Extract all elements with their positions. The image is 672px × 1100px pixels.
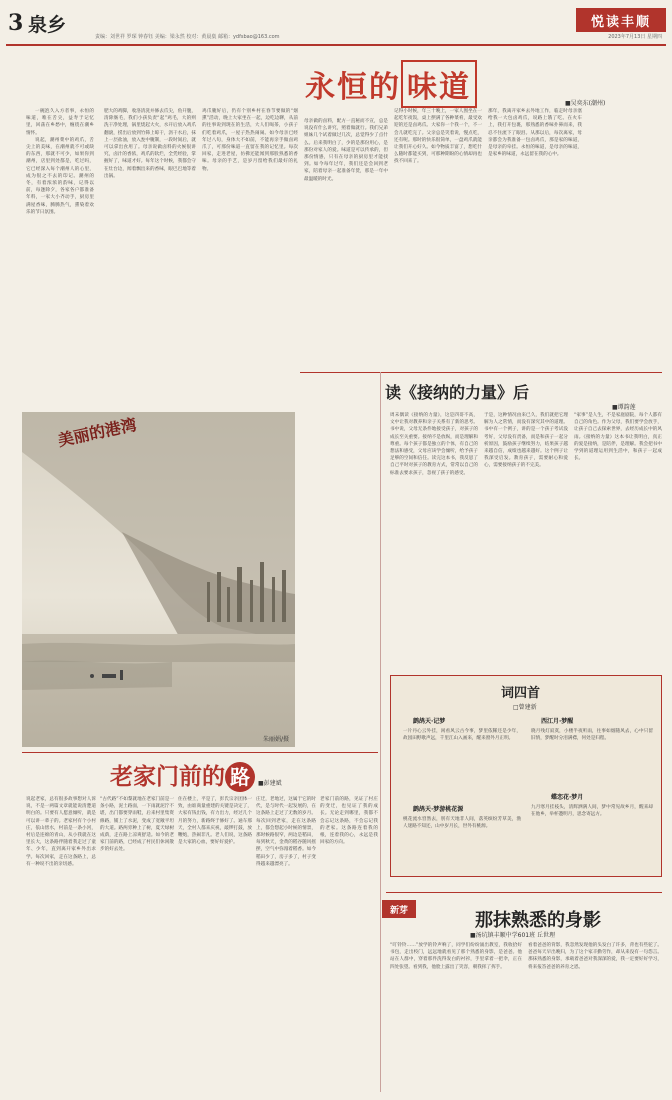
article2-author: ■彭建斌	[258, 780, 282, 787]
issue-date: 2023年7月13日 星期四	[608, 34, 662, 40]
poems-heading: 词四首	[501, 686, 541, 701]
article3-col1: 周末偶读《接纳的力量》，这是四哥不高，文中让我对教养和亲子关系有了新的思考。书中说，父母无条件地接受孩子，对孩子的成长至关重要。接纳不是放纵，而是理解和尊重。每个孩子都是独立的个体，有自己的想法和感受，父母应该学会倾听，给予孩子足够的空间和信任。读完这本书，我反思了自己平时对孩子的教育方式，常常以自己的标准去要求孩子，忽视了孩子的感受。	[390, 413, 478, 476]
article4-col2: 看着爸爸的背影，我忽然发现他的头发白了许多，背也有些驼了。爸爸每天早出晚归，为了这个家辛勤劳作，却从来没有一句怨言。那抹熟悉的身影，承载着爸爸对我深深的爱，我一定要好好学习，将来报答爸爸的养育之恩。	[528, 943, 662, 970]
divider-2	[380, 372, 381, 1092]
article1-col2: 肥大的鸡脚，收洛清洗并修去爪尖，鱼开腹，清除肠毛，我们小孩负责“起”鸡毛，大的则洗干净处理，锅里烧起大火，水开后放入鸡爪翻滚，捞出后放到竹筛上晾干，沥干水后，抹上一层盐油，放入瓮中腌制，一段时间后，就可以拿出食用了。母亲说做卤料的火候很讲究，卤汁的香浓，鸡爪的软烂，全凭经验，掌握好了，味道才好。每年这个时候，我都会守在灶台边，闻着飘出来的香味，眼巴巴地等着出锅。	[104, 109, 196, 179]
article2-col4: 庄迁，老地过，这属于它的时代，是与时代一起发展的，在这条路上走过了无数的岁月。每次回到老家，走在这条路上，都会想起小时候的情景，那时候路很窄，两边是稻田，每到秋天，金黄的稻谷随风摇摆，空气中弥漫着稻香。如今稻田少了，房子多了，村子变得越来越漂亮了。	[256, 797, 316, 867]
article1-col3: 鸡爪腌好后，仍有个别乡村在春节要做的“烟熏”活动，晚上大家坐在一起，边吃边聊，从前的往事说到现在的生活，大人们喝茶，小孩子们吃着鸡爪，一屋子热热闹闹。如今母亲已经年过八旬，身体大不如前，不能再亲手做卤鸡爪了，可那份味道一直留在我的记忆里。每次回家，走进老屋，仿佛还能闻到那股熟悉的香味。母亲的手艺，是岁月留给我们最好的礼物。	[202, 109, 298, 172]
section-tag: 新芽	[382, 900, 416, 918]
article2-title-b: 路	[225, 762, 255, 792]
header-rule	[6, 44, 666, 46]
poem1-text: 一片丹心云外挂，闲看风云古今事，梦里依稀还是少年，故园田野歌声远，千里江山入画来，醒来窗外月正明。	[403, 729, 521, 742]
harbor-photo-svg	[22, 412, 295, 747]
photo-credit: 朱丽娟/摄	[262, 736, 289, 743]
harbor-photo	[22, 412, 295, 747]
article1-title-b: 味道	[401, 60, 477, 108]
poems-box	[390, 675, 662, 877]
poem4-title: 蝶恋花·梦月	[551, 794, 584, 801]
article1-text-1: 说起，潮州菜中的鸡爪，舌尖上的美味，在潮州就不可或缺的东西，那就不可少，如果你到潮州，店里到处都是，吃过吗，它已经深入每个潮州人的心里，成为很之不去的印记。潮州的冬，有着浓浓的韵味，记得以前，每逢除夕，各家各户都准备年料，一家大小齐动手，厨房里满屋香味，腾腾热气，熏染着欢乐的节日氛围。	[26, 137, 94, 215]
poem2-title: 西江月·梦醒	[541, 718, 574, 725]
poems-author: □曾建新	[513, 704, 537, 711]
article3-author: ■谭韵莲	[612, 404, 636, 411]
article1-title	[305, 60, 477, 108]
poem1-title: 鹧鸪天·记梦	[413, 718, 446, 725]
article1-col1	[26, 108, 94, 304]
article2-col2: “古代路”不如黎就地在老家门前是一条小路，泥土路面，一下雨就泥泞不堪，出门都要穿雨鞋，后来村里集资修路，铺上了水泥，变成了宽敞平坦的大道。路两旁种上了树，夏天绿树成荫，走在路上凉爽舒适。如今的老家门前的路，已经成了村民们休闲散步的好去处。	[100, 797, 174, 853]
article3-title: 读《接纳的力量》后	[385, 383, 530, 402]
poem3-text: 桃花流水窅然去，别有天地非人间，落英缤纷芳草美，渔人迷路不知还，山中岁月长，世外有桃源。	[403, 817, 521, 830]
photo-title: 美丽的港湾	[56, 414, 139, 451]
article1-col4: 母亲做的卤料，配方一直秘而不宣，总是说没有什么讲究，照着做就行。我们兄弟姐妹几个试着做过几次，总觉得少了点什么。后来我明白了，少的是那份用心，是那份对家人的爱。味道是可以传承的，但那份情感，只有在母亲的厨房里才能找到。如今每年过年，我们还是会回到老家，陪着母亲一起准备年货，那是一年中最温暖的时光。	[304, 119, 388, 182]
divider-1	[300, 372, 662, 373]
section-name: 泉乡	[28, 14, 67, 36]
article4-author: ■汤坑镇丰顺中学601班 丘世理	[470, 932, 556, 939]
article1-title-a: 永恒的	[305, 70, 401, 105]
poem3-title: 鹧鸪天·梦游桃花源	[413, 806, 464, 813]
staff-info: 责编：刘世祥 罗琛 钟春钰 美编：梁永然 校对：黄晨燊 邮箱：ydfsbao@163.com	[95, 34, 280, 40]
article2-title-a: 老家门前的	[110, 763, 225, 790]
page-header	[0, 0, 672, 46]
divider-4	[386, 892, 662, 893]
article4-col1: “叮铃铃……”放学的铃声响了，同学们纷纷涌出教室，我收拾好书包，走出校门，远远地就看见了那个熟悉的身影，是爸爸。他站在人群中，穿着那件洗得发白的衬衫，手里拿着一把伞，正在四处张望。看到我，他脸上露出了笑容，朝我挥了挥手。	[390, 943, 522, 970]
poem4-text: 九月寒月挂枝头，清辉洒满人间，梦中常见故乡月，醒来却在他乡，举杯邀明月，思念寄远方。	[531, 805, 653, 818]
page-number: 3	[8, 10, 24, 36]
column-badge: 悦读丰顺	[576, 8, 666, 32]
divider-3	[22, 752, 378, 753]
article1-col5: 记得小时候，年三十晚上，一家人围坐在一起吃年夜饭，桌上摆满了各种菜肴，最受欢迎的还是卤鸡爪。大家你一个我一个，不一会儿就吃完了。父亲总是笑着说，慢点吃，还有呢。那时的快乐很简单，一盘鸡爪就能让我们开心好久。如今物质丰富了，想吃什么随时都能买到，可那种期盼的心情却再也找不回来了。	[394, 109, 482, 165]
article1-author: ■吴奕东(潮州)	[565, 100, 606, 107]
article3-col3: “家事”是人生，不是家庭剧院，每个人都有自己的角色。作为父母，我们要学会放手，让孩子自己去探索世界，去经历成长中的风雨。《接纳的力量》这本书让我明白，真正的爱是接纳，是陪伴，是理解。我会把书中学到的道理运用到生活中，和孩子一起成长。	[574, 413, 662, 462]
article2-col5: 老家门前的路，见证了村庄的变迁，也见证了我的成长。无论走到哪里，我都不会忘记这条路，不会忘记我的老家。这条路连着我的根，连着我的心，永远是我回家的方向。	[320, 797, 378, 846]
article1-lead: 一碗泡久入方者事，永恒的味道，唯在舌尖，益寿于记忆里，回荡在乡愁中，缠绕在潮乡情怀。	[26, 109, 94, 136]
article3-col2: 于是，这种情况由来已久，我们就把它理解为人之常情，而没有深究其中的道理。书中有一个例子，讲的是一个孩子考试没考好，父母没有责备，而是和孩子一起分析原因，鼓励孩子继续努力，结果孩子越来越自信，成绩也越来越好。这个例子让我深受启发。教育孩子，需要耐心和爱心，需要接纳孩子的不完美。	[484, 413, 568, 469]
article2-col3: 住在楼上，平是了，彭氏宗亲团体一致，由谁商量重建的关键是决定了，大家有钱出钱，有力出力，经过几个月的努力，新路终于修好了。通车那天，全村人都来庆祝，敲锣打鼓，放鞭炮，热闹非凡。老人们说，这条路是大家的心血，要好好爱护。	[178, 797, 252, 846]
article4-title: 那抹熟悉的身影	[475, 910, 601, 931]
poem2-text: 晓月残灯寂寞，小楼半夜听雨，往事如烟随风去，心中只留旧情，梦醒时分泪满襟，何处是归程。	[531, 729, 653, 742]
article2-title	[110, 758, 255, 792]
article1-col6: 那年，我离开家乡去外地工作，临走时母亲塞给我一大包卤鸡爪，说路上饿了吃。在火车上，我打开包裹，那熟悉的香味扑鼻而来，我忍不住流下了眼泪。从那以后，每次离家，母亲都会为我准备一包卤鸡爪，那是家的味道，是母亲的牵挂。永恒的味道，是母亲的味道，是家乡的味道，永远留在我的心中。	[488, 109, 582, 158]
article2-col1: 说起老家，总有很多故事想对人诉说，不是一两篇文章就能说清楚道明白的。只要有人愿意倾听，就是可以讲一辈子的。老家村有个小村庄，依山傍水，村前是一条小河，村后是连绵的青山，从小我就在这里长大，这条路伴随着我走过了童年、少年，直到离开家乡外出求学。每次回家，走在这条路上，总有一种说不出的亲切感。	[26, 797, 96, 867]
